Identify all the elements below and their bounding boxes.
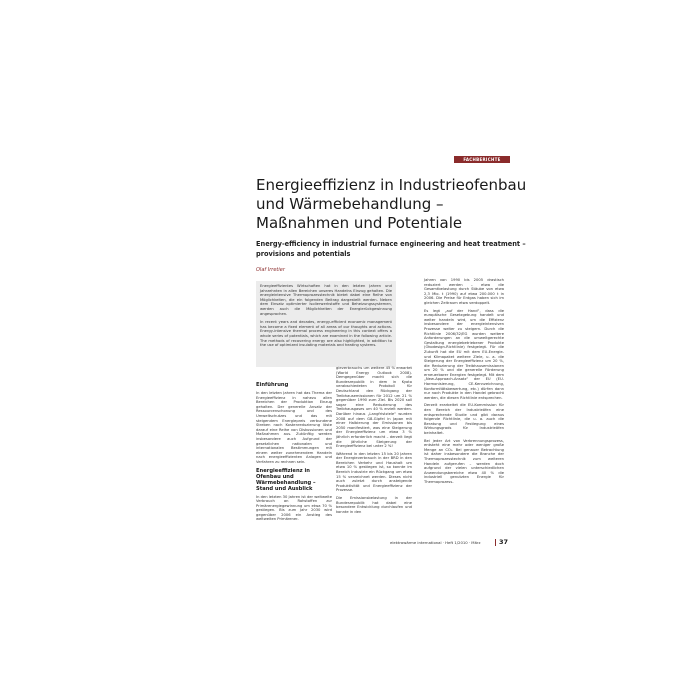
footer-divider: [495, 539, 496, 546]
text-column-1: [256, 380, 332, 525]
title-line-3: Maßnahmen und Potentiale: [256, 214, 463, 232]
text-column-3: [424, 278, 504, 488]
title-line-1: Energieeffizienz in Industrieofenbau: [256, 176, 527, 194]
title-line-2: und Wärmebehandlung –: [256, 195, 444, 213]
text-column-2: [336, 366, 412, 517]
abstract-box: [256, 281, 396, 367]
heading-introduction: Einführung: [256, 382, 289, 388]
paragraph: Jahren von 1990 bis 2005 drastisch reduziert werden – etwa die Gesamtbelastung durch Stäube von etwa 2,3 Mio. t (1990) auf etwa 200.000 t in 2006. Die Preise für Erdgas haben sich im gleichen Zeitraum etwa verdoppelt.: [424, 278, 504, 305]
heading-status-outlook: Energieeffizienz in Ofenbau und Wärmebehandlung – Stand und Ausblick: [256, 467, 316, 492]
abstract-english: In recent years and decades, energy-efficient economic management has become a fixed element of all areas of our thoughts and actions. Energy-intensive thermal process engineering in this context offers a whole series of potentials, which are examined in the following article. The methods of recovering energy are also highlighted, in addition to the use of optimized insulating materials and heating systems.: [260, 320, 392, 348]
paragraph: Derzeit erarbeitet die EU-Kommission für den Bereich der Industrieöfen eine entsprechende Studie und gibt daraus folgende Richtlinie, die u. a. auch die Beratung und Festlegung eines Wirkungsgrads für Industrieöfen beinhaltet.: [424, 403, 504, 435]
paragraph: gieverbrauchs um weitere 45 % erwartet (World Energy Outlook 2008). Demgegenüber macht sich die Bundesrepublik in dem in Kyoto verabschiedeten Protokoll für Deutschland den Rückgang der Treibhausemissionen für 2012 um 21 % gegenüber 1990 zum Ziel. Bis 2020 soll sogar eine Reduzierung des Treibhausgases um 40 % erzielt werden. Darüber hinaus „Langfristziele“ wurden 2008 auf dem G8-Gipfel in Japan mit einer Halbierung der Emissionen bis 2050 manifestiert, was eine Steigerung der Energieeffizienz um etwa 3 % jährlich erforderlich macht – derzeit liegt die jährliche Steigerung der Energieeffizienz bei unter 2 %!: [336, 366, 412, 449]
paragraph: Es legt „auf der Hand“, dass die europäische Gesetzgebung handelt und weiter handeln wird, um die Effizienz insbesondere der energieintensiven Prozesse weiter zu steigern. Durch die Richtlinie 2006/32/EG wurden weitere Anforderungen an die umweltgerechte Gestaltung energiebetriebener Produkte (Ökodesign-Richtlinie) festgelegt. Für die Zukunft hat die EU mit dem EU-Energie- und Klimapaket weitere Ziele, u. a. die Steigerung der Energieeffizienz um 20 %, die Reduzierung der Treibhausemissionen um 20 % und die generelle Förderung erneuerbarer Energien festgelegt. Mit dem „New-Approach-Ansatz“ der EU (EU-Harmonisierung, CE-Kennzeichnung, Konformitätsbewertung, etc.) dürfen dann nur noch Produkte in den Handel gebracht werden, die diesen Richtlinie entsprechen.: [424, 308, 504, 400]
paragraph: Während in den letzten 15 bis 20 Jahren der Energieverbrauch in der BRD in den Bereichen Verkehr und Haushalt um etwa 10 % gestiegen ist, so konnte im Bereich Industrie ein Rückgang um etwa 15 % verzeichnet werden. Dieses nicht auch zuletzt durch ansteigende Produktivität und Energieeffizienz der Prozesse.: [336, 451, 412, 493]
section-badge: FACHBERICHTE: [454, 156, 510, 163]
paragraph: Die Emissionsbelastung in der Bundesrepublik hat dabei eine besondere Entwicklung durchlaufen und konnte in den: [336, 496, 412, 514]
article-subtitle: [256, 240, 526, 259]
paragraph: Bei jeder Art von Verbrennungsprozess, entsteht eine mehr oder weniger große Menge an CO₂. Bei genauer Betrachtung ist daher insbesondere die Branche der Thermoprozesstechnik zum weiteren Handeln aufgerufen – werden doch aufgrund der vielen unterschiedlichen Anwendungsbereiche etwa 40 % die industriell genutzten Energie für Thermoprozess-: [424, 438, 504, 484]
page-number: 37: [498, 538, 508, 546]
subtitle-line-2: provisions and potentials: [256, 249, 351, 258]
abstract-german: Energieeffizientes Wirtschaften hat in den letzten Jahren und Jahrzehnten in allen Bereichen unseres Handelns Einzug gehalten. Die energieintensive Thermoprozesstechnik bietet dabei eine Reihe von Möglichkeiten, die ein folgenden Beitrag dargestellt werden. Neben dem Einsatz optimierter Isolierwerkstoffe und Beheizungssystemen, werden auch die Möglichkeiten der Energierückgewinnung angesprochen.: [260, 284, 392, 316]
journal-page: [210, 140, 527, 580]
article-title: [256, 176, 527, 233]
paragraph: In den letzten Jahren hat das Thema der Energieeffizienz in nahezu allen Bereichen der Produktion Einzug gehalten. Der generelle Ansatz der Ressourcenschonung und des Umweltschutzes und das mit steigendem Energiepreis verbundene Streben nach Kostenreduzierung löste darauf eine Reihe von Diskussionen und Maßnahmen aus. Zukünftig werden insbesondere auch Aufgrund der gesetzlichen nationalen und internationalen Bestimmungen mit einem weiter zunehmendem Handeln nach energieeffizienten Anlagen und Verfahren zu rechnen sein.: [256, 391, 332, 464]
subtitle-line-1: Energy-efficiency in industrial furnace engineering and heat treatment –: [256, 240, 526, 248]
paragraph: In den letzten 30 Jahren ist der weltweite Verbrauch an Rohstoffen zur Primärenergiegewinnung um etwa 70 % gestiegen. Bis zum Jahr 2030 wird gegenüber 2006 ein Anstieg des weltweiten Primärener-: [256, 494, 333, 522]
journal-info: elektrowärme international · Heft 1/2010 · März: [390, 540, 481, 545]
page-footer: [390, 538, 508, 547]
author-name: Olaf Irretier: [256, 267, 285, 273]
